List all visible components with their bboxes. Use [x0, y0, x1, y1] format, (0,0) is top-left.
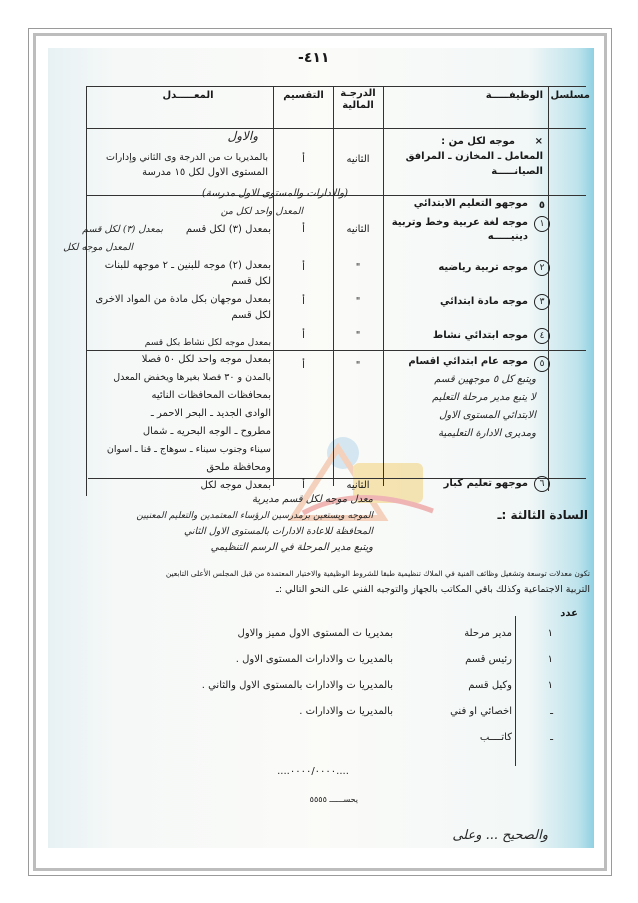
handwritten-line: ويتبع مدير المرحلة في الرسم التنظيمي [210, 542, 373, 553]
item-1-rate: بمعدل (٣) لكل قسم [185, 224, 271, 235]
list-count: ١ [547, 628, 553, 639]
row2-hand-line1: (والادارات والمستوى الاول مدرسة) [201, 188, 348, 199]
row3-rate-line: بمحافظات المحافظات النائيه [151, 390, 271, 401]
scanned-document [48, 48, 594, 848]
item-4-tq: أ [302, 330, 305, 341]
handwritten-line: الموجه ويستعين برمدرسين الرؤساء المعتمدين والتعليم المعنيين [136, 511, 373, 521]
row1-rate-line1: بالمديريا ت من الدرجة وى الثاني وإدارات [106, 152, 268, 163]
handwritten-line: المحافظة للاعادة الادارات بالمستوى الاول الثاني [183, 526, 373, 537]
row3-rate-line: سيناء وجنوب سيناء ـ سوهاج ـ قنا ـ اسوان [106, 444, 271, 455]
list-job: مدير مرحلة [464, 628, 512, 639]
list-header-count: عدد [560, 608, 578, 619]
row3-rate-line: بمعدل موجه واحد لكل ٥٠ فصلا [141, 354, 271, 365]
item-1-job: موجه لغة عربية وخط وتربية دينيـــــه [391, 217, 528, 242]
handwritten-line: معدل موجه لكل قسم مديرية [251, 494, 373, 505]
row3-hand-line: ومديرى الادارة التعليمية [438, 428, 536, 439]
section-title: السادة الثالثة :ـ [497, 508, 588, 522]
item-3-job: موجه مادة ابتدائي [439, 296, 528, 307]
header-serial: مسلسل [550, 90, 590, 101]
row2-hand-line4: المعدل موجه لكل [63, 242, 133, 253]
row1-tq: أ [302, 154, 305, 165]
row3-rate-line: ومحافظة ملحق [206, 462, 271, 473]
item-1-grade: الثانيه [346, 224, 370, 235]
col-rule [548, 86, 549, 491]
item-number-circle: ٤ [534, 328, 550, 344]
row4-grade: الثانيه [346, 480, 370, 491]
list-job: وكيل قسم [468, 680, 512, 691]
list-job: كاتــــب [479, 732, 512, 743]
row3-job-line1: موجه عام ابتدائي اقسام [408, 356, 528, 367]
item-number-circle: ٢ [534, 260, 550, 276]
item-3-rate: بمعدل موجهان بكل مادة من المواد الاخرى لكل قسم [95, 294, 271, 321]
header-grade: الدرجـة المالية [340, 88, 376, 111]
item-number-circle: ١ [534, 216, 550, 232]
list-place: بمديريا ت المستوى الاول مميز والاول [237, 628, 393, 639]
list-job: رئيس قسم [465, 654, 512, 665]
row3-hand-line: ويتبع كل ٥ موجهين قسم [434, 374, 536, 385]
row3-hand-line: الابتدائي المستوى الاول [439, 410, 536, 421]
row4-job: موجهو تعليم كبار [443, 478, 528, 489]
row2-heading: موجهو التعليم الابتدائي [413, 198, 528, 209]
row3-tq: أ [302, 360, 305, 371]
header-rate: المعـــــدل [162, 90, 214, 101]
list-place: بالمديريا ت والادارات . [299, 706, 393, 717]
list-count: ١ [547, 654, 553, 665]
item-2-grade: " [355, 262, 361, 273]
row4-tq: أ [302, 480, 305, 491]
table-top-rule [86, 86, 586, 87]
item-3-tq: أ [302, 296, 305, 307]
list-count: ـ [550, 706, 553, 717]
item-3-grade: " [355, 296, 361, 307]
row3-rate-line: الوادى الجديد ـ البحر الاحمر ـ [150, 408, 271, 419]
row1-job-line2: المعامل ـ المخازن ـ المرافق [405, 151, 543, 162]
row3-rate-line: بالمدن و ٣٠ فصلا بغيرها ويخفض المعدل [113, 372, 271, 383]
list-divider [515, 616, 516, 766]
col-rule [333, 86, 334, 486]
list-count: ١ [547, 680, 553, 691]
row1-rate-line2: المستوى الاول لكل ١٥ مدرسة [142, 167, 268, 178]
item-4-rate: بمعدل موجه لكل نشاط بكل قسم [144, 338, 271, 348]
row2-hand-line2: المعدل واحد لكل من [220, 206, 303, 217]
row3-rate-line: مطروح ـ الوجه البحريه ـ شمال [142, 426, 271, 437]
item-1-tq: أ [302, 224, 305, 235]
item-4-grade: " [355, 330, 361, 341]
bottom-dots: ....٠٠٠٠/٠٠٠٠.... [277, 766, 349, 777]
row-rule [86, 350, 586, 351]
col-rule [273, 86, 274, 486]
item-number-circle: ٣ [534, 294, 550, 310]
paragraph-line-2: التربية الاجتماعية وكذلك باقي المكاتب بالجهاز والتوجيه الفني على النحو التالي :ـ [276, 584, 590, 595]
header-tq: التقسيم [283, 90, 324, 101]
signature: والصحيح ... وعلى [452, 828, 548, 843]
row4-rate: بمعدل موجه لكل [200, 480, 271, 491]
list-job: اخصائي او فني [450, 706, 512, 717]
paragraph-line-1: تكون معدلات توسعة وتشغيل وظائف الفنية في الملاك تنظيمية طبقا للشروط الوظيفية والاختيار المعتمدة من قبل المجلس الأعلى التابعين [165, 569, 590, 578]
item-number-circle: ٦ [534, 476, 550, 492]
row1-mark: × [534, 136, 543, 147]
row1-hand-note: والاول [227, 129, 258, 143]
col-rule [383, 86, 384, 486]
table-header-rule [86, 128, 586, 129]
row1-grade: الثانيه [346, 154, 370, 165]
item-number-circle: ٥ [534, 356, 550, 372]
row3-hand-line: لا يتبع مدير مرحلة التعليم [432, 392, 536, 403]
page-number: ٤١١- [298, 50, 330, 66]
item-2-job: موجه تربية رياضيه [438, 262, 528, 273]
item-4-job: موجه ابتدائي نشاط [432, 330, 528, 341]
row1-job-line1: موجه لكل من : [441, 136, 515, 147]
bottom-small-text: يحســــــ ٥٥٥٥ [309, 795, 358, 804]
header-job: الوظيفـــــة [485, 90, 543, 101]
row2-hand-line3: بمعدل (٣) لكل قسم [82, 224, 163, 235]
row2-mark: ٥ [538, 200, 545, 211]
row3-grade: " [355, 360, 361, 371]
list-count: ـ [550, 732, 553, 743]
list-place: بالمديريا ت والادارات بالمستوى الاول والثاني . [201, 680, 393, 691]
item-2-rate: بمعدل (٢) موجه للبنين ـ ٢ موجهه للبنات لكل قسم [104, 260, 271, 287]
list-place: بالمديريا ت والادارات المستوى الاول . [235, 654, 393, 665]
item-2-tq: أ [302, 262, 305, 273]
row1-job-line3: الصيانـــــة [491, 166, 543, 177]
table-left-border [86, 86, 87, 496]
